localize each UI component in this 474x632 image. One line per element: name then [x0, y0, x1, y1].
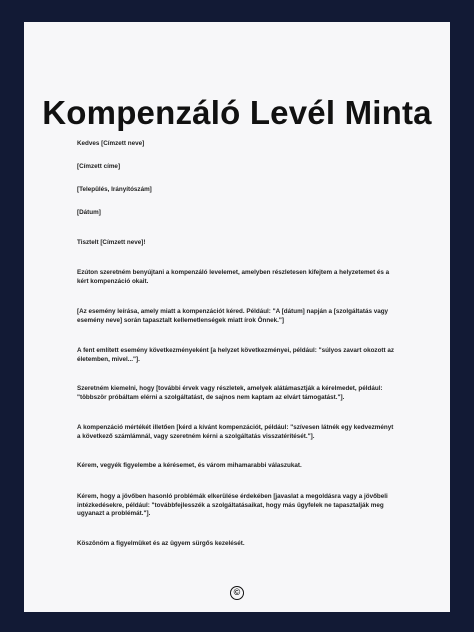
- paragraph-request: Kérem, vegyék figyelembe a kérésemet, és várom mihamarabbi válaszukat.: [77, 462, 302, 469]
- copyright-icon: ©: [230, 586, 244, 600]
- letter-page: [24, 22, 450, 612]
- paragraph-consequence: A fent említett esemény következményeként [a helyzet következményei, például: "súlyos zavart okozott az életemben, mivel..."].: [77, 347, 395, 363]
- paragraph-compensation: A kompenzáció mértékét illetően [kérd a kívánt kompenzációt, például: "szívesen látnék egy kedvezményt a következő számlámnál, vagy szeretném kérni a szolgáltatás visszatérítését."].: [77, 424, 394, 440]
- recipient-address: [Címzett címe]: [77, 163, 121, 170]
- greeting-line: Kedves [Címzett neve]: [77, 140, 145, 147]
- paragraph-arguments: Szeretném kiemelni, hogy [további érvek vagy részletek, amelyek alátámasztják a kérelmedet, például: "többször próbáltam elérni a szolgáltatást, de sajnos nem kaptam az elvárt támogatást."].: [77, 385, 383, 401]
- date-line: [Dátum]: [77, 209, 101, 216]
- paragraph-future: Kérem, hogy a jövőben hasonló problémák elkerülése érdekében [javaslat a megoldásra vagy a jövőbeli intézkedésekre, például: "továbbfejlesszék a szolgáltatásaikat, hogy más ügyfelek ne tapasztalják meg ugyanazt a problémát."].: [77, 493, 388, 518]
- paragraph-closing: Köszönöm a figyelmüket és az ügyem sürgős kezelését.: [77, 540, 245, 547]
- recipient-city: [Település, Irányítószám]: [77, 186, 152, 193]
- salutation: Tisztelt [Címzett neve]!: [77, 239, 146, 246]
- page-title: Kompenzáló Levél Minta: [42, 94, 432, 131]
- paragraph-event: [Az esemény leírása, amely miatt a kompenzációt kéred. Például: "A [dátum] napján a [szolgáltatás vagy esemény neve] során tapasztalt kellemetlenségek miatt írok Önnek."]: [77, 308, 389, 324]
- paragraph-intro: Ezúton szeretném benyújtani a kompenzáló levelemet, amelyben részletesen kifejtem a helyzetemet és a kért kompenzáció okait.: [77, 269, 390, 285]
